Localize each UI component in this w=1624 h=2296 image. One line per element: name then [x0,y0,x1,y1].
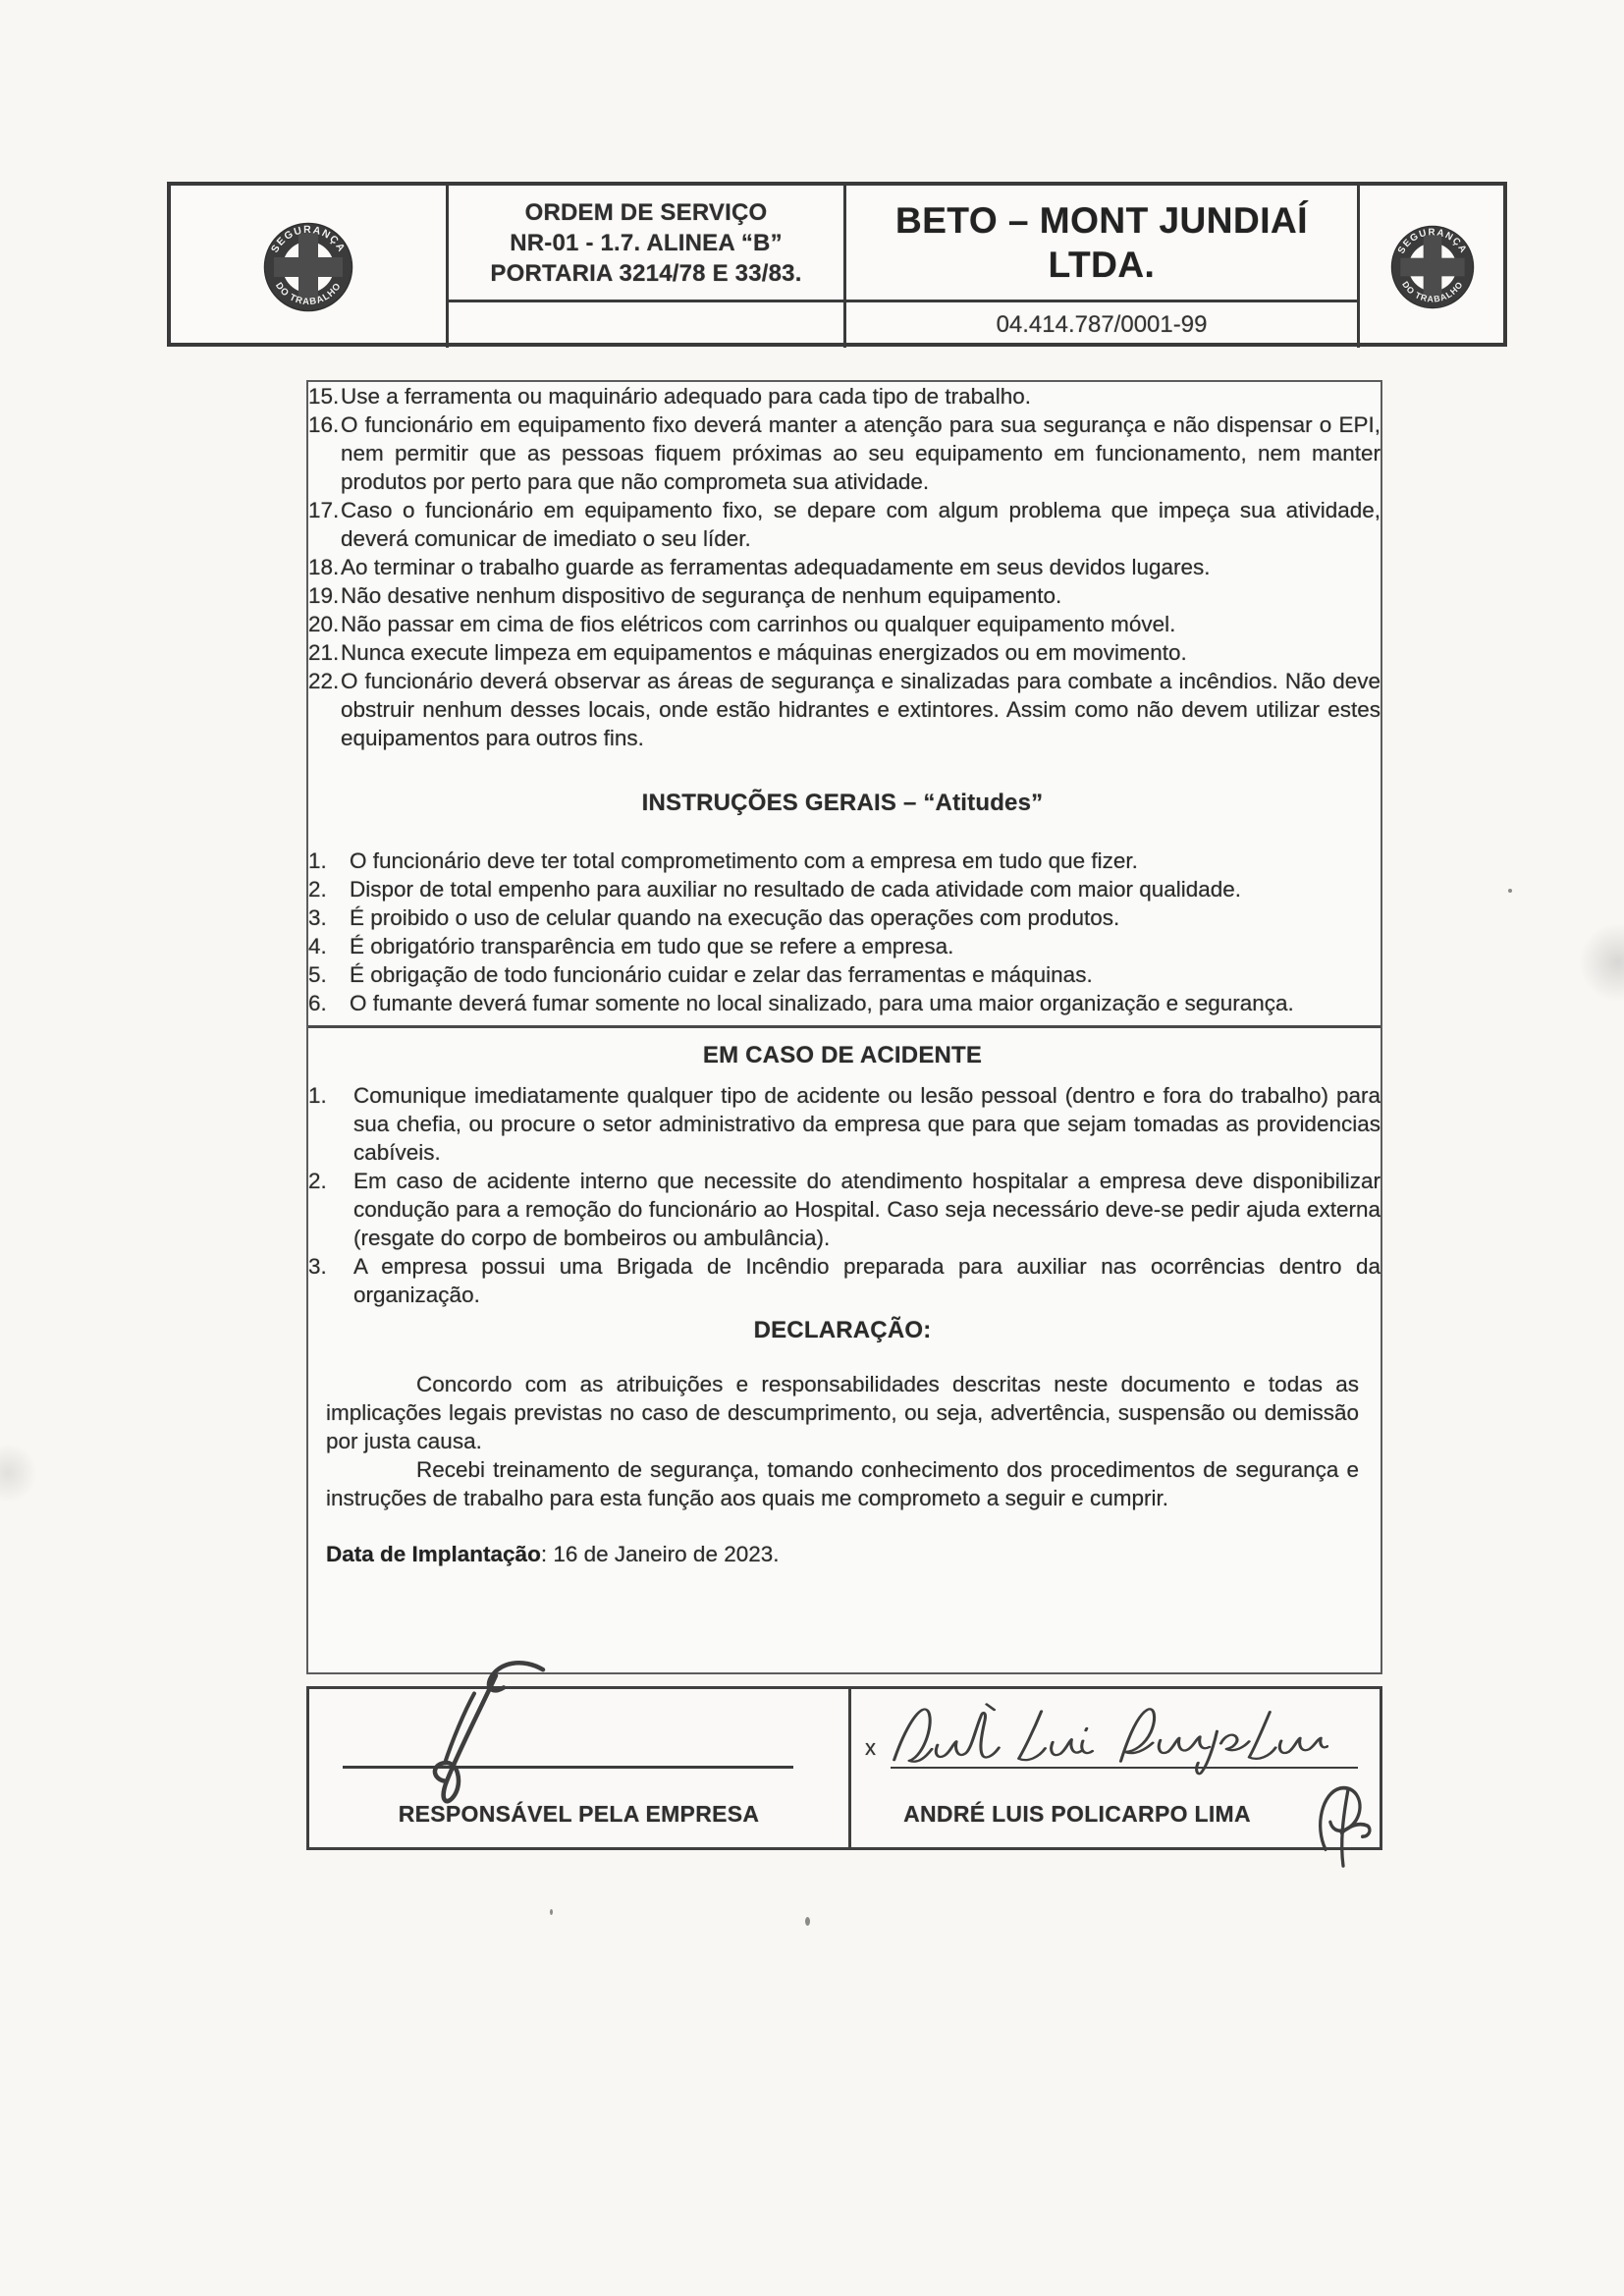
badge-bottom-text: DO TRABALHO [1400,279,1465,304]
item-number: 6. [308,991,327,1015]
item-text: A empresa possui uma Brigada de Incêndio preparada para auxiliar nas ocorrências dentro da organização. [353,1254,1380,1307]
header-empty-cell [449,300,846,348]
badge-top-text: SEGURANÇA [1395,226,1470,255]
company-signature-label: RESPONSÁVEL PELA EMPRESA [398,1801,760,1827]
item-number: 15. [308,384,340,409]
list-item [308,410,1380,496]
item-number: 2. [308,877,327,902]
list-item [308,553,1380,581]
document-title-line2: NR-01 - 1.7. ALINEA “B” [510,229,783,256]
employee-signature-label: ANDRÉ LUIS POLICARPO LIMA [903,1801,1251,1827]
item-number: 3. [308,1254,327,1279]
company-name-line2: LTDA. [1048,245,1156,285]
list-item [308,847,1380,875]
header-right-logo-cell [1357,186,1505,348]
header-left-logo-cell [171,186,449,348]
item-number: 19. [308,583,340,608]
item-number: 16. [308,412,340,437]
item-text: Dispor de total empenho para auxiliar no resultado de cada atividade com maior qualidade. [350,877,1242,902]
item-text: O fumante deverá fumar somente no local sinalizado, para uma maior organização e segurança. [350,991,1294,1015]
company-name-line1: BETO – MONT JUNDIAÍ [895,200,1308,241]
item-number: 1. [308,1083,327,1108]
item-number: 1. [308,848,327,873]
item-number: 21. [308,640,340,665]
work-safety-badge-icon [1378,212,1488,322]
item-text: Não desative nenhum dispositivo de segurança de nenhum equipamento. [341,583,1062,608]
implementation-date-value: : 16 de Janeiro de 2023. [540,1542,780,1566]
list-item [308,989,1380,1017]
signature-line [343,1766,793,1769]
list-item [308,1167,1380,1252]
declaration-paragraph: Concordo com as atribuições e responsabilidades descritas neste documento e todas as implicações legais previstas no caso de descumprimento, ou seja, advertência, suspensão ou demissão por justa causa. [326,1372,1359,1453]
company-cnpj: 04.414.787/0001-99 [996,311,1208,338]
item-text: É proibido o uso de celular quando na execução das operações com produtos. [350,905,1120,930]
document-title-line3: PORTARIA 3214/78 E 33/83. [490,259,802,287]
badge-bottom-text: DO TRABALHO [272,280,345,307]
list-item [308,932,1380,960]
scan-speck [1508,889,1512,893]
document-title-cell [449,186,846,300]
header-table [167,182,1507,347]
item-number: 20. [308,612,340,636]
item-number: 17. [308,498,340,522]
item-text: Em caso de acidente interno que necessite do atendimento hospitalar a empresa deve disponibilizar condução para a remoção do funcionário ao Hospital. Caso seja necessário deve-se pedir ajuda externa (resgate do corpo de bombeiros ou ambulância). [353,1169,1380,1250]
scan-speck [550,1909,553,1915]
signature-line [891,1767,1358,1769]
company-signature-cell [309,1689,851,1847]
document-title-line1: ORDEM DE SERVIÇO [524,198,768,226]
general-instructions-heading: INSTRUÇÕES GERAIS – “Atitudes” [641,790,1044,816]
implementation-date [308,1540,1380,1568]
signature-x-mark: x [865,1735,876,1760]
implementation-date-label: Data de Implantação [326,1542,541,1566]
item-number: 22. [308,669,340,693]
item-number: 4. [308,934,327,958]
employee-signature [885,1701,1328,1783]
item-number: 3. [308,905,327,930]
item-text: É obrigatório transparência em tudo que se refere a empresa. [350,934,954,958]
work-instructions-list [308,382,1380,752]
list-item [308,667,1380,752]
item-number: 2. [308,1169,327,1193]
list-item [308,875,1380,903]
list-item [308,903,1380,932]
badge-top-text: SEGURANÇA [268,223,349,255]
list-item [308,496,1380,553]
item-text: Nunca execute limpeza em equipamentos e máquinas energizados ou em movimento. [341,640,1187,665]
accident-list [308,1081,1380,1309]
item-number: 5. [308,962,327,987]
employee-initials-monogram [1303,1777,1383,1877]
item-text: É obrigação de todo funcionário cuidar e zelar das ferramentas e máquinas. [350,962,1093,987]
item-text: Caso o funcionário em equipamento fixo, se depare com algum problema que impeça sua atividade, deverá comunicar de imediato o seu líder. [341,498,1380,551]
declaration-heading: DECLARAÇÃO: [753,1317,932,1343]
item-text: Ao terminar o trabalho guarde as ferramentas adequadamente em seus devidos lugares. [341,555,1211,579]
list-item [308,382,1380,410]
company-name-cell [846,186,1357,300]
item-text: Comunique imediatamente qualquer tipo de acidente ou lesão pessoal (dentro e fora do trabalho) para sua chefia, ou procure o setor administrativo da empresa que para que sejam tomadas as providencias cabíveis. [353,1083,1380,1165]
list-item [308,610,1380,638]
item-text: Use a ferramenta ou maquinário adequado para cada tipo de trabalho. [341,384,1031,409]
item-text: O funcionário deverá observar as áreas de segurança e sinalizadas para combate a incêndios. Não deve obstruir nenhum desses locais, onde estão hidrantes e extintores. Assim como não devem utilizar estes equipamentos para outros fins. [341,669,1380,750]
general-instructions-list [308,847,1380,1017]
declaration-paragraph: Recebi treinamento de segurança, tomando conhecimento dos procedimentos de segurança e instruções de trabalho para esta função aos quais me comprometo a seguir e cumprir. [326,1457,1359,1510]
work-safety-badge-icon [249,208,367,326]
list-item [308,638,1380,667]
list-item [308,1081,1380,1167]
accident-heading: EM CASO DE ACIDENTE [702,1042,983,1068]
signature-table [306,1686,1382,1850]
list-item [308,960,1380,989]
accident-section [308,1025,1380,1568]
scan-speck [805,1917,810,1926]
instructions-box [306,380,1382,1674]
item-number: 18. [308,555,340,579]
employee-signature-cell [851,1689,1380,1847]
company-cnpj-cell [846,300,1357,348]
item-text: O funcionário em equipamento fixo deverá manter a atenção para sua segurança e não dispensar o EPI, nem permitir que as pessoas fiquem próximas ao seu equipamento em funcionamento, nem manter produtos por perto para que não comprometa sua atividade. [341,412,1380,494]
item-text: Não passar em cima de fios elétricos com carrinhos ou qualquer equipamento móvel. [341,612,1176,636]
company-signature [388,1656,555,1805]
list-item [308,581,1380,610]
declaration-body [308,1370,1380,1512]
list-item [308,1252,1380,1309]
item-text: O funcionário deve ter total comprometimento com a empresa em tudo que fizer. [350,848,1138,873]
